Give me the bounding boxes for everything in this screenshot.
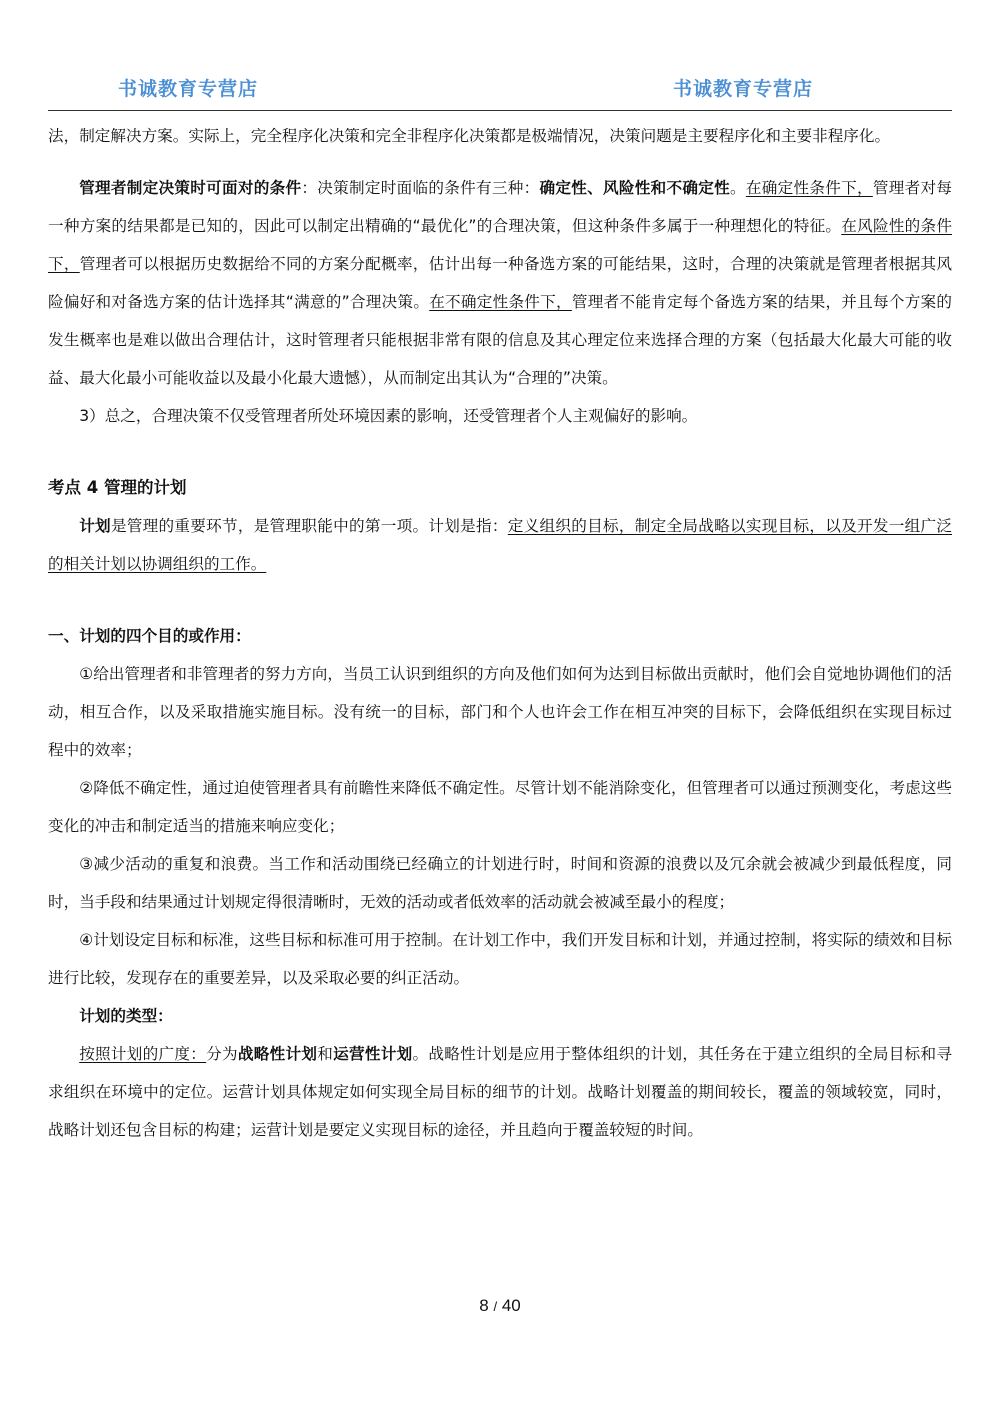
page-separator: / <box>493 1299 498 1314</box>
strategic-plan-term: 战略性计划 <box>237 1045 318 1063</box>
paragraph-decision-types: 法，制定解决方案。实际上，完全程序化决策和完全非程序化决策都是极端情况，决策问题是主要程序化和主要非程序化。 <box>48 127 891 145</box>
paragraph-summary: 3）总之，合理决策不仅受管理者所处环境因素的影响，还受管理者个人主观偏好的影响。 <box>79 407 698 425</box>
page-number <box>0 1296 1000 1316</box>
plan-definition-underline: 定义组织的目标，制定全局战略以实现目标，以及开发一组广泛的相关计划以协调组织的工作。 <box>48 517 952 573</box>
list-item: ③减少活动的重复和浪费。当工作和活动围绕已经确立的计划进行时，时间和资源的浪费以及冗余就会被减少到最低程度，同时，当手段和结果通过计划规定得很清晰时，无效的活动或者低效率的活动就会被减至最小的程度； <box>48 855 952 911</box>
plan-types-title: 计划的类型： <box>79 1007 173 1025</box>
conditions-label: 管理者制定决策时可面对的条件 <box>79 179 302 197</box>
document-body <box>48 117 952 1149</box>
page-header <box>48 70 952 111</box>
list-item: ④计划设定目标和标准，这些目标和标准可用于控制。在计划工作中，我们开发目标和计划，并通过控制，将实际的绩效和目标进行比较，发现存在的重要差异，以及采取必要的纠正活动。 <box>48 931 952 987</box>
section-title: 考点 4 管理的计划 <box>48 478 187 497</box>
operational-plan-term: 运营性计划 <box>333 1045 413 1063</box>
brand-left: 书诚教育专营店 <box>118 78 259 100</box>
uncertainty-underline: 在不确定性条件下， <box>429 293 572 311</box>
paragraph-plan-types: 按照计划的广度：分为战略性计划和运营性计划。战略性计划是应用于整体组织的计划，其任务在于建立组织的全局目标和寻求组织在环境中的定位。运营计划具体规定如何实现全局目标的细节的计划。战略计划覆盖的期间较长，覆盖的领域较宽，同时，战略计划还包含目标的构建；运营计划是要定义实现目标的途径，并且趋向于覆盖较短的时间。 <box>48 1045 952 1139</box>
total-pages: 40 <box>501 1296 521 1315</box>
list-item: ②降低不确定性，通过迫使管理者具有前瞻性来降低不确定性。尽管计划不能消除变化，但管理者可以通过预测变化，考虑这些变化的冲击和制定适当的措施来响应变化； <box>48 779 952 835</box>
plan-term: 计划 <box>79 517 111 535</box>
paragraph-decision-conditions: 管理者制定决策时可面对的条件：决策制定时面临的条件有三种：确定性、风险性和不确定性。在确定性条件下，管理者对每一种方案的结果都是已知的，因此可以制定出精确的“最优化”的合理决策，但这种条件多属于一种理想化的特征。在风险性的条件下，管理者可以根据历史数据给不同的方案分配概率，估计出每一种备选方案的可能结果，这时，合理的决策就是管理者根据其风险偏好和对备选方案的估计选择其“满意的”合理决策。在不确定性条件下，管理者不能肯定每个备选方案的结果，并且每个方案的发生概率也是难以做出合理估计，这时管理者只能根据非常有限的信息及其心理定位来选择合理的方案（包括最大化最大可能的收益、最大化最小可能收益以及最小化最大遗憾），从而制定出其认为“合理的”决策。 <box>48 179 952 387</box>
list-item: ①给出管理者和非管理者的努力方向，当员工认识到组织的方向及他们如何为达到目标做出贡献时，他们会自觉地协调他们的活动，相互合作，以及采取措施实施目标。没有统一的目标，部门和个人也许会工作在相互冲突的目标下，会降低组织在实现目标过程中的效率； <box>48 665 952 759</box>
paragraph-plan-definition: 计划是管理的重要环节，是管理职能中的第一项。计划是指：定义组织的目标，制定全局战略以实现目标，以及开发一组广泛的相关计划以协调组织的工作。 <box>48 517 952 573</box>
current-page: 8 <box>479 1296 489 1315</box>
breadth-underline: 按照计划的广度： <box>79 1045 207 1063</box>
subsection-title: 一、计划的四个目的或作用： <box>48 627 251 645</box>
brand-right: 书诚教育专营店 <box>673 78 814 100</box>
certainty-underline: 在确定性条件下， <box>745 179 873 197</box>
risk-underline: 在风险性的条件下， <box>48 217 952 273</box>
conditions-bold: 确定性、风险性和不确定性 <box>539 179 730 197</box>
